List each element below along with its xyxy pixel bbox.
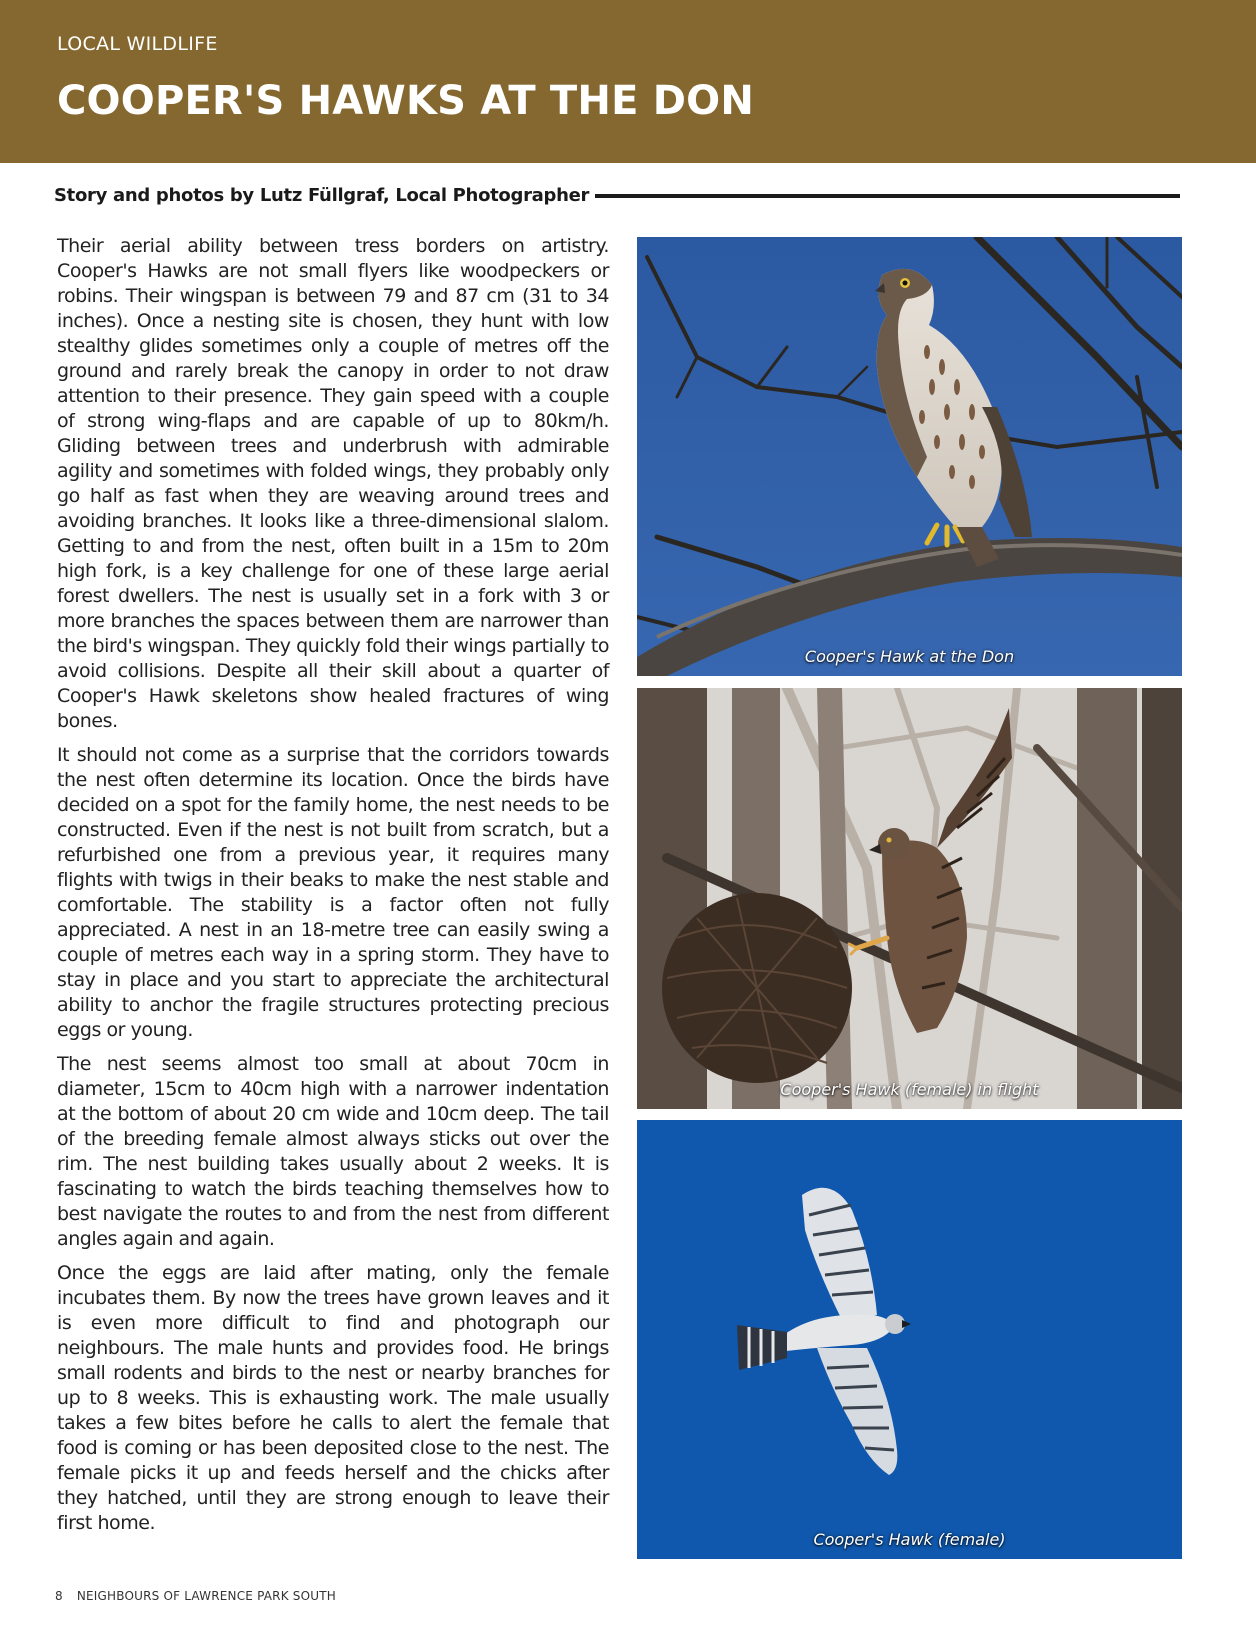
hawk-nest-illustration <box>637 688 1182 1109</box>
header-banner <box>0 0 1256 163</box>
byline <box>54 183 1180 207</box>
article-body <box>57 234 609 1545</box>
photo-hawk-soaring <box>637 1120 1182 1559</box>
photo-caption: Cooper's Hawk (female) <box>813 1530 1006 1549</box>
article-paragraph: The nest seems almost too small at about 70cm in diameter, 15cm to 40cm high with a narrower indentation at the bottom of about 20 cm wide and 10cm deep. The tail of the breeding female almost always sticks out over the rim. The nest building takes usually about 2 weeks. It is fascinating to watch the birds teaching themselves how to best navigate the routes to and from the nest from different angles again and again. <box>57 1053 609 1250</box>
article-paragraph: Once the eggs are laid after mating, only the female incubates them. By now the trees have grown leaves and it is even more difficult to find and photograph our neighbours. The male hunts and provides food. He brings small rodents and birds to the nest or nearby branches for up to 8 weeks. This is exhausting work. The male usually takes a few bites before he calls to alert the female that food is coming or has been deposited close to the nest. The female picks it up and feeds herself and the chicks after they hatched, until they are strong enough to leave their first home. <box>57 1262 609 1534</box>
publication-name: NEIGHBOURS OF LAWRENCE PARK SOUTH <box>76 1589 336 1603</box>
section-kicker: LOCAL WILDLIFE <box>57 33 218 55</box>
photo-caption: Cooper's Hawk (female) in flight <box>780 1080 1039 1099</box>
byline-text: Story and photos by Lutz Füllgraf, Local Photographer <box>54 184 590 206</box>
hawk-perched-illustration <box>637 237 1182 676</box>
hawk-soaring-illustration <box>637 1120 1182 1559</box>
article-paragraph: Their aerial ability between tress borders on artistry. Cooper's Hawks are not small flyers like woodpeckers or robins. Their wingspan is between 79 and 87 cm (31 to 34 inches). Once a nesting site is chosen, they hunt with low stealthy glides sometimes only a couple of metres off the ground and rarely break the canopy in order to not draw attention to their presence. They gain speed with a couple of strong wing-flaps and are capable of up to 80km/h. Gliding between trees and underbrush with admirable agility and sometimes with folded wings, they probably only go half as fast when they are weaving around trees and avoiding branches. It looks like a three-dimensional slalom. Getting to and from the nest, often built in a 15m to 20m high fork, is a key challenge for one of these large aerial forest dwellers. The nest is usually set in a fork with 3 or more branches the spaces between them are narrower than the bird's wingspan. They quickly fold their wings partially to avoid collisions. Despite all their skill about a quarter of Cooper's Hawk skeletons show healed fractures of wing bones. <box>57 235 609 732</box>
page-footer <box>55 1589 336 1603</box>
article-paragraph: It should not come as a surprise that the corridors towards the nest often determine its location. Once the birds have decided on a spot for the family home, the nest needs to be constructed. Even if the nest is not built from scratch, but a refurbished one from a previous year, it requires many flights with twigs in their beaks to make the nest stable and comfortable. The stability is a factor often not fully appreciated. A nest in an 18-metre tree can easily swing a couple of metres each way in a spring storm. They have to stay in place and you start to appreciate the architectural ability to anchor the fragile structures protecting precious eggs or young. <box>57 744 609 1041</box>
byline-rule <box>595 194 1180 198</box>
photo-caption: Cooper's Hawk at the Don <box>804 647 1015 666</box>
photo-hawk-perched <box>637 237 1182 676</box>
page-number: 8 <box>55 1589 63 1603</box>
article-title: COOPER'S HAWKS AT THE DON <box>57 78 755 124</box>
photo-hawk-at-nest <box>637 688 1182 1109</box>
